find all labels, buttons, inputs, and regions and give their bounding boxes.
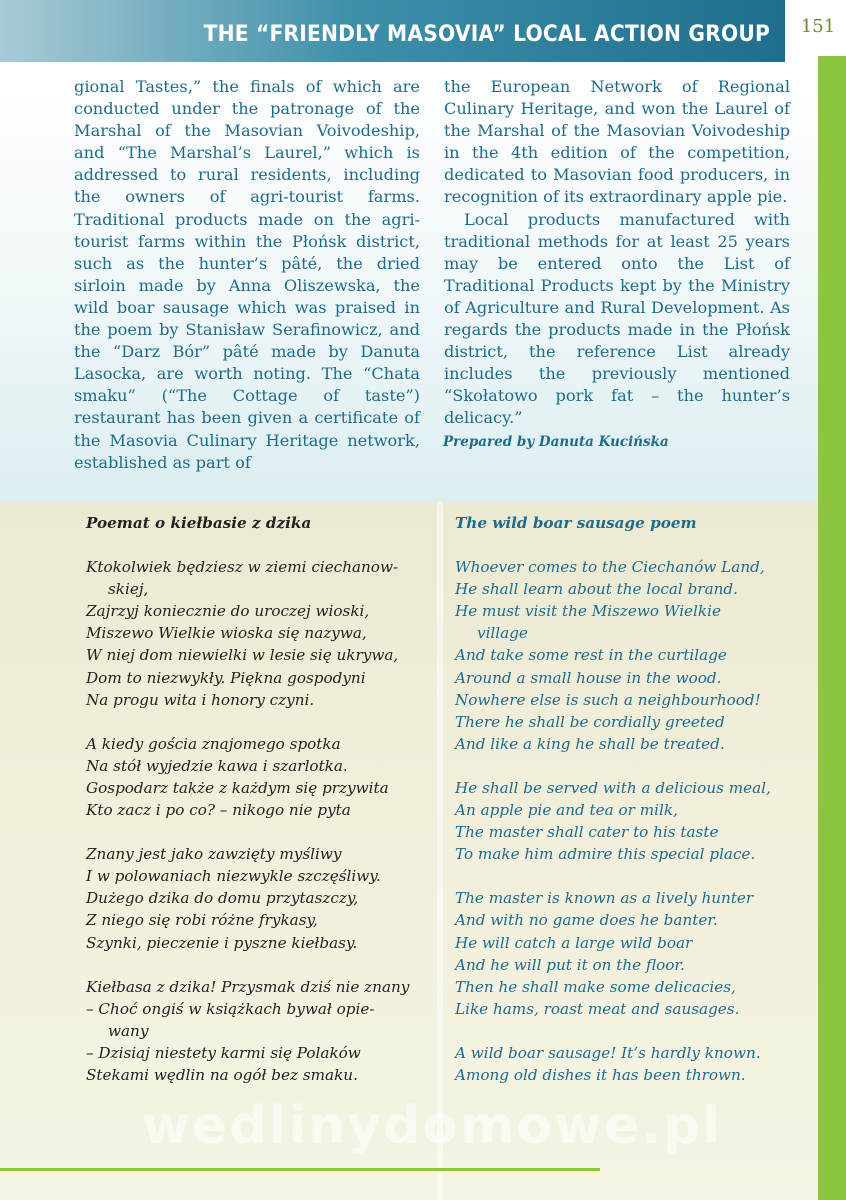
poem-line: And like a king he shall be treated. [455, 734, 725, 753]
poem-line: Nowhere else is such a neighbourhood! [455, 690, 761, 709]
poem-line: Znany jest jako zawzięty myśliwy [86, 845, 342, 864]
poem-line: Dużego dzika do domu przytaszczy, [86, 889, 359, 908]
poem-line: And he will put it on the floor. [455, 955, 685, 974]
poem-line: – Dzisiaj niestety karmi się Polaków [86, 1043, 361, 1062]
article-paragraph: the European Network of Regional Culinary Heritage, and won the Laurel of the Marshal of the Masovian Voivodeship in the 4th edition of the competition, dedicated to Masovian food producers, in recognition of its extraordinary apple pie. [444, 77, 790, 207]
poem-stanza [455, 887, 795, 1020]
article-credit: Prepared by Danuta Kucińska [443, 434, 669, 450]
poem-line: Dom to niezwykły. Piękna gospodyni [86, 668, 366, 687]
poem-line: A kiedy gościa znajomego spotka [86, 734, 341, 753]
poem-stanza [455, 777, 795, 865]
poem-title: The wild boar sausage poem [455, 514, 697, 532]
poem-line: The master shall cater to his taste [455, 823, 719, 842]
poem-line: Gospodarz także z każdym się przywita [86, 778, 389, 797]
poem-line: Then he shall make some delicacies, [455, 977, 736, 996]
poem-line: He shall learn about the local brand. [455, 580, 738, 599]
poem-stanza [455, 1042, 795, 1086]
poem-english [455, 512, 795, 1108]
poem-line: He shall be served with a delicious meal, [455, 778, 771, 797]
poem-line: Whoever comes to the Ciechanów Land, [455, 558, 765, 577]
poem-line: skiej, [108, 580, 149, 599]
poem-line: village [477, 624, 528, 643]
watermark: wedlinydomowe.pl [141, 1096, 723, 1156]
poem-line: Ktokolwiek będziesz w ziemi ciechanow- [86, 558, 399, 577]
page-header-title: THE “FRIENDLY MASOVIA” LOCAL ACTION GROUP [203, 22, 770, 47]
poem-line: Kto zacz i po co? – nikogo nie pyta [86, 801, 351, 820]
poem-stanza [86, 976, 426, 1086]
page-number: 151 [800, 16, 836, 37]
poem-line: Szynki, pieczenie i pyszne kiełbasy. [86, 933, 358, 952]
poem-line: – Choć ongiś w książkach bywał opie- [86, 999, 375, 1018]
footer-accent-line [0, 1168, 600, 1171]
poem-line: He will catch a large wild boar [455, 933, 693, 952]
article-left-column [74, 76, 420, 474]
article-paragraph: Local products manufactured with traditional methods for at least 25 years may be entered onto the List of Traditional Products kept by the Ministry of Agriculture and Rural Development. As regards the products made in the Płońsk district, the reference List already includes the previously mentioned “Skołatowo pork fat – the hunter’s delicacy.” [444, 209, 790, 428]
poem-line: Like hams, roast meat and sausages. [455, 999, 740, 1018]
poem-line: Miszewo Wielkie wioska się nazywa, [86, 624, 367, 643]
poem-line: There he shall be cordially greeted [455, 712, 725, 731]
article-right-column [444, 76, 790, 430]
poem-line: Among old dishes it has been thrown. [455, 1065, 746, 1084]
poem-line: Around a small house in the wood. [455, 668, 722, 687]
poem-line: He must visit the Miszewo Wielkie [455, 602, 721, 621]
poem-line: Stekami wędlin na ogół bez smaku. [86, 1065, 358, 1084]
poem-line: Z niego się robi różne frykasy, [86, 911, 318, 930]
poem-line: Kiełbasa z dzika! Przysmak dziś nie znany [86, 977, 410, 996]
poem-line: Na stół wyjedzie kawa i szarlotka. [86, 756, 348, 775]
poem-line: A wild boar sausage! It’s hardly known. [455, 1043, 761, 1062]
poem-line: Zajrzyj koniecznie do uroczej wioski, [86, 602, 370, 621]
poem-stanza [86, 733, 426, 821]
poem-line: wany [108, 1021, 149, 1040]
poem-line: W niej dom niewielki w lesie się ukrywa, [86, 646, 399, 665]
poem-line: And take some rest in the curtilage [455, 646, 727, 665]
poem-line: Na progu wita i honory czyni. [86, 690, 315, 709]
poem-polish [86, 512, 426, 1108]
poem-stanza [455, 556, 795, 755]
poem-title: Poemat o kiełbasie z dzika [86, 514, 312, 532]
poem-line: And with no game does he banter. [455, 911, 718, 930]
side-accent-bar [818, 56, 846, 1200]
poem-line: I w polowaniach niezwykle szczęśliwy. [86, 867, 381, 886]
poem-line: The master is known as a lively hunter [455, 889, 754, 908]
poem-stanza [86, 556, 426, 711]
article-paragraph: gional Tastes,” the finals of which are conducted under the patronage of the Marshal of the Masovian Voivodeship, and “The Marshal’s Laurel,” which is addressed to rural residents, including the owners of agri-tourist farms. Traditional products made on the agri-tourist farms within the Płońsk district, such as the hunter’s pâté, the dried sirloin made by Anna Oliszewska, the wild boar sausage which was praised in the poem by Stanisław Serafinowicz, and the “Darz Bór” pâté made by Danuta Lasocka, are worth noting. The “Chata smaku” (“The Cottage of taste”) restaurant has been given a certificate of the Masovia Culinary Heritage network, established as part of [74, 77, 420, 472]
poem-stanza [86, 843, 426, 953]
poem-line: To make him admire this special place. [455, 845, 756, 864]
poem-line: An apple pie and tea or milk, [455, 801, 678, 820]
